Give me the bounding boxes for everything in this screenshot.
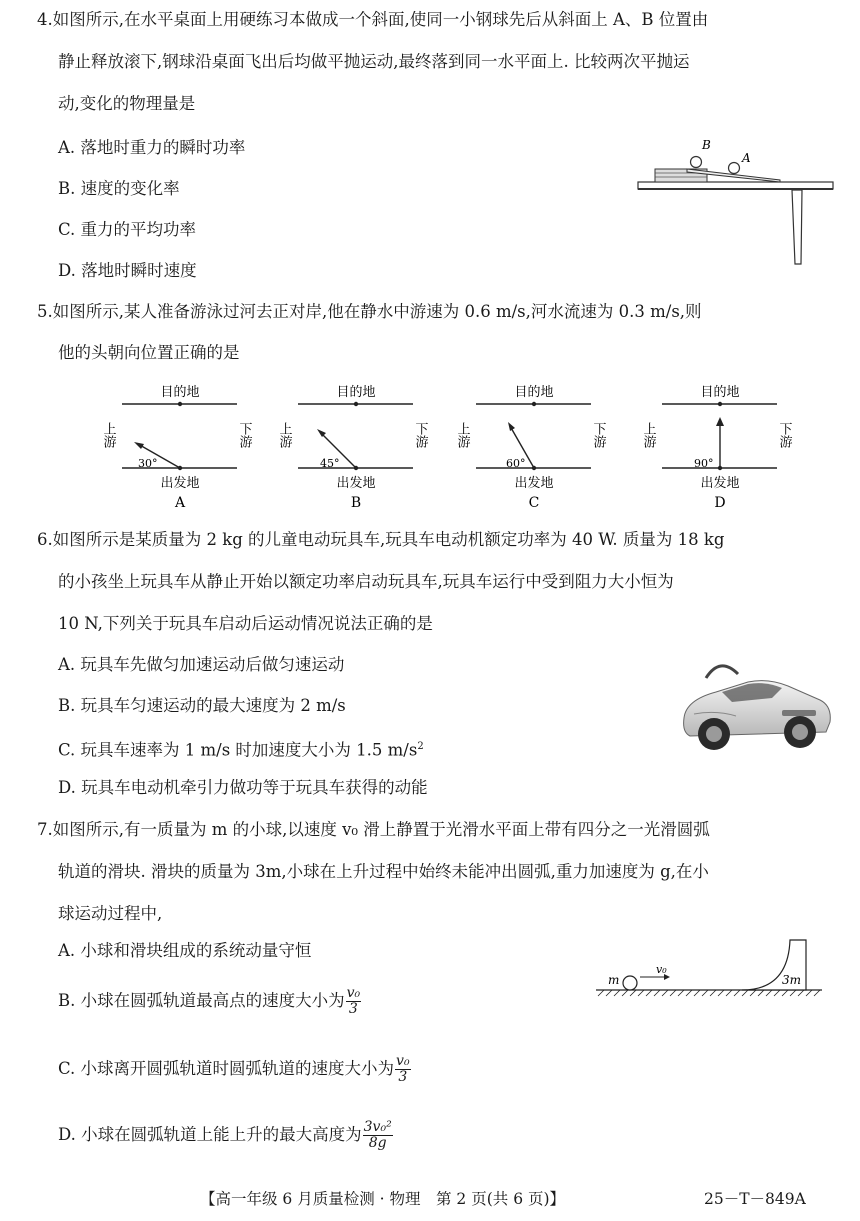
q5-diagram-d	[640, 378, 800, 513]
q7-option-d-fraction: $\frac{\text{3v₀²}}{8g}$	[363, 1119, 392, 1151]
q7-fig-v0: v₀	[656, 963, 667, 976]
q7-option-a: A. 小球和滑块组成的系统动量守恒	[58, 941, 312, 960]
q6-option-a: A. 玩具车先做匀加速运动后做匀速运动	[58, 655, 345, 674]
q5b-down: 下游	[412, 422, 428, 448]
q4-line1: 4.如图所示,在水平桌面上用硬练习本做成一个斜面,使同一小钢球先后从斜面上 A、B 位置由	[37, 10, 709, 29]
q5d-down: 下游	[776, 422, 792, 448]
q5d-up: 上游	[640, 422, 656, 448]
q5-diagram-b	[276, 378, 436, 513]
q5c-letter: C	[528, 495, 540, 511]
q4-option-c: C. 重力的平均功率	[58, 220, 197, 239]
q5a-letter: A	[174, 495, 186, 511]
q7-option-c: C. 小球离开圆弧轨道时圆弧轨道的速度大小为 $\frac{\text{v₀}}{3}$	[58, 1053, 410, 1085]
toy-car-image	[676, 652, 836, 762]
q6-line1: 6.如图所示是某质量为 2 kg 的儿童电动玩具车,玩具车电动机额定功率为 40 W. 质量为 18 kg	[37, 530, 725, 549]
q7-option-d: D. 小球在圆弧轨道上能上升的最大高度为 $\frac{\text{3v₀²}}{8g}$	[58, 1119, 392, 1151]
q4-line3: 动,变化的物理量是	[58, 94, 196, 113]
q5-line1: 5.如图所示,某人准备游泳过河去正对岸,他在静水中游速为 0.6 m/s,河水流速为 0.3 m/s,则	[37, 302, 702, 321]
q7-line3: 球运动过程中,	[58, 904, 163, 923]
q5d-angle: 90°	[694, 457, 714, 470]
q5b-start: 出发地	[336, 476, 376, 491]
q4-option-d: D. 落地时瞬时速度	[58, 261, 197, 280]
q5d-letter: D	[714, 495, 726, 511]
q6-option-d: D. 玩具车电动机牵引力做功等于玩具车获得的动能	[58, 778, 428, 797]
q5c-angle: 60°	[506, 457, 526, 470]
q4-option-a: A. 落地时重力的瞬时功率	[58, 138, 246, 157]
q6-line2: 的小孩坐上玩具车从静止开始以额定功率启动玩具车,玩具车运行中受到阻力大小恒为	[58, 572, 674, 591]
q5c-start: 出发地	[514, 476, 554, 491]
q6-option-b: B. 玩具车匀速运动的最大速度为 2 m/s	[58, 696, 346, 715]
q4-line2: 静止释放滚下,钢球沿桌面飞出后均做平抛运动,最终落到同一水平面上. 比较两次平抛运	[58, 52, 690, 71]
q5c-down: 下游	[590, 422, 606, 448]
q5a-up: 上游	[100, 422, 116, 448]
q5a-dest: 目的地	[160, 385, 200, 400]
footer-code: 25－T－849A	[704, 1190, 806, 1208]
q5a-start: 出发地	[160, 476, 200, 491]
q7-option-c-fraction: $\frac{\text{v₀}}{3}$	[396, 1053, 410, 1085]
q4-label-b: B	[702, 138, 711, 152]
q5-line2: 他的头朝向位置正确的是	[58, 343, 240, 362]
q5c-dest: 目的地	[514, 385, 554, 400]
q4-label-a: A	[742, 151, 751, 165]
q5b-letter: B	[350, 495, 362, 511]
q5-diagram-c	[454, 378, 614, 513]
q5d-start: 出发地	[700, 476, 740, 491]
q5a-down: 下游	[236, 422, 252, 448]
q5a-angle: 30°	[138, 457, 158, 470]
q7-line1: 7.如图所示,有一质量为 m 的小球,以速度 v₀ 滑上静置于光滑水平面上带有四分之一光滑圆弧	[37, 820, 710, 839]
q5b-up: 上游	[276, 422, 292, 448]
q7-arc-track-figure	[594, 936, 826, 1000]
q4-option-b: B. 速度的变化率	[58, 179, 180, 198]
q5d-dest: 目的地	[700, 385, 740, 400]
q7-line2: 轨道的滑块. 滑块的质量为 3m,小球在上升过程中始终未能冲出圆弧,重力加速度为 g,在小	[58, 862, 709, 881]
q6-line3: 10 N,下列关于玩具车启动后运动情况说法正确的是	[58, 614, 433, 633]
q5b-angle: 45°	[320, 457, 340, 470]
q4-table-figure	[630, 132, 835, 270]
q7-fig-m: m	[608, 973, 620, 987]
q7-option-b-fraction: $\frac{\text{v₀}}{3}$	[346, 985, 361, 1017]
q5b-dest: 目的地	[336, 385, 376, 400]
q7-fig-3m: 3m	[782, 973, 802, 987]
q5-diagram-a	[100, 378, 260, 513]
q7-option-b: B. 小球在圆弧轨道最高点的速度大小为 $\frac{\text{v₀}}{3}$	[58, 985, 361, 1017]
footer-page-info: 【高一年级 6 月质量检测 · 物理 第 2 页(共 6 页)】	[200, 1190, 566, 1208]
q5c-up: 上游	[454, 422, 470, 448]
q6-option-c: C. 玩具车速率为 1 m/s 时加速度大小为 1.5 $m/s^2$	[58, 740, 424, 760]
